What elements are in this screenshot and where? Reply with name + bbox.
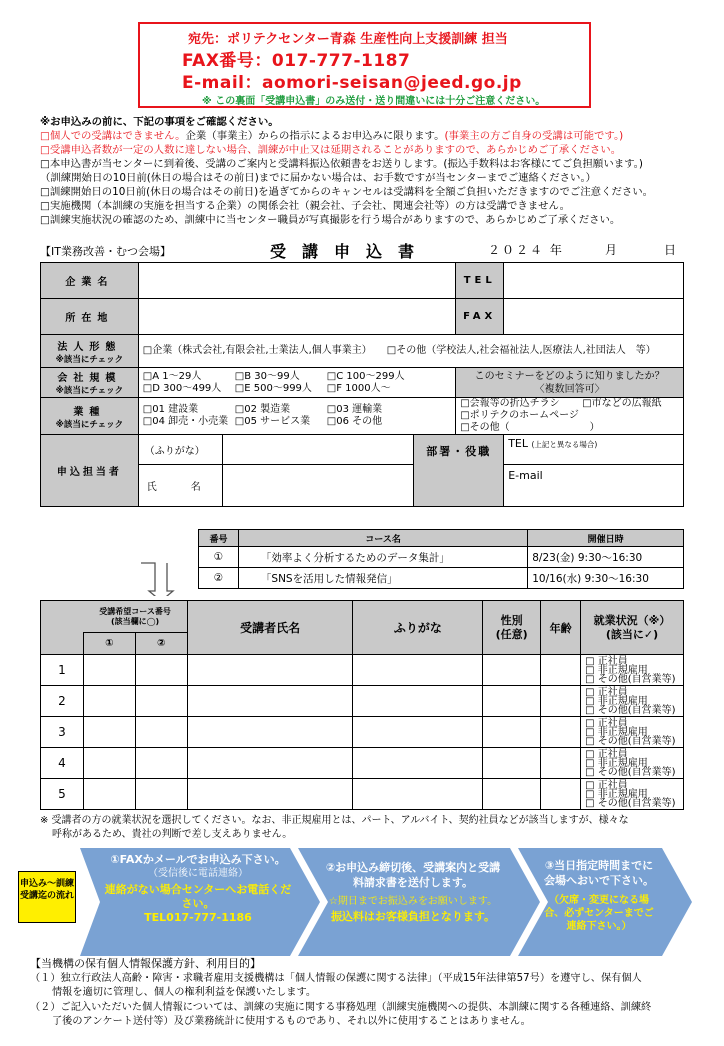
row-number: 5 <box>41 779 84 810</box>
participant-row <box>41 779 684 810</box>
privacy-2a: （２）ご記入いただいた個人情報については、訓練の実施に関する事務処理（訓練実施機関への提供、本訓練に関する各種連絡、訓練終 <box>30 1002 652 1013</box>
size-options[interactable] <box>138 368 455 398</box>
emp-option[interactable]: □ 非正規雇用 <box>585 757 648 769</box>
industry-option[interactable]: □03 運輸業 <box>326 404 383 415</box>
header-note: ※ この裏面「受講申込書」のみ送付・送り間違いには十分ご注意ください。 <box>202 96 546 107</box>
course-1-cell[interactable] <box>83 686 135 717</box>
employment-cell[interactable] <box>581 655 684 686</box>
size-option[interactable]: □C 100～299人 <box>326 370 405 382</box>
notice-title: ※お申込みの前に、下記の事項をご確認ください。 <box>40 116 279 128</box>
course-name: 「効率よく分析するためのデータ集計」 <box>238 547 527 568</box>
tel2-note: (上記と異なる場合) <box>531 440 598 449</box>
how-heard-header <box>456 368 684 398</box>
email-field[interactable] <box>504 465 684 507</box>
course-no-header <box>83 601 187 633</box>
emp-option[interactable]: □ 正社員 <box>585 717 628 729</box>
company-label: 企業名 <box>41 263 139 299</box>
size-option[interactable]: □A 1～29人 <box>142 370 202 382</box>
emp-option[interactable]: □ 非正規雇用 <box>585 664 648 676</box>
destination-text: 宛先：ポリテクセンター青森 生産性向上支援訓練 担当 <box>188 32 508 47</box>
heard-option[interactable]: □会報等の折込チラシ <box>460 398 560 409</box>
employment-header-sub: (該当に✓) <box>605 627 659 641</box>
email-address: E-mail：aomori-seisan@jeed.go.jp <box>182 73 522 93</box>
course-date: 8/23(金) 9:30～16:30 <box>528 547 684 568</box>
gender-header <box>483 601 541 655</box>
emp-option[interactable]: □ 正社員 <box>585 655 628 667</box>
size-option[interactable]: □F 1000人～ <box>326 382 391 394</box>
flow-step-3-alert: （欠席・変更になる場合、必ずセンターまでご連絡下さい。） <box>544 895 654 932</box>
gender-header-text: 性別 <box>500 613 523 627</box>
notice-1-c: (事業主の方ご自身の受講は可能です。) <box>444 130 624 142</box>
age-cell[interactable] <box>541 779 581 810</box>
emp-option[interactable]: □ 非正規雇用 <box>585 695 648 707</box>
flow-step-3 <box>540 858 658 933</box>
industry-option[interactable]: □02 製造業 <box>234 404 291 415</box>
industry-label <box>41 398 139 435</box>
application-form-table <box>40 262 684 507</box>
employment-cell[interactable] <box>581 717 684 748</box>
flow-step-2 <box>324 860 502 924</box>
tel2-label: TEL <box>508 437 528 450</box>
name-cell[interactable] <box>187 655 353 686</box>
employment-cell[interactable] <box>581 748 684 779</box>
notice-6: □実施機関（本訓練の実施を担当する企業）の関係会社（親会社、子会社、関連会社等）の方は受講できません。 <box>40 200 570 212</box>
notice-1-b: 企業（事業主）からの指示によるお申込みに限ります。 <box>185 130 445 142</box>
tel2-field[interactable] <box>504 435 684 465</box>
down-arrow-icon <box>134 560 180 596</box>
address-field[interactable] <box>138 299 455 335</box>
kana-cell[interactable] <box>353 748 483 779</box>
name-label: 氏 名 <box>138 465 222 507</box>
fax-header-box <box>138 22 591 108</box>
row-number: 2 <box>41 686 84 717</box>
age-cell[interactable] <box>541 686 581 717</box>
industry-option[interactable]: □06 その他 <box>326 416 383 427</box>
emp-option[interactable]: □ 正社員 <box>585 779 628 791</box>
industry-options[interactable] <box>138 398 455 435</box>
fax-label: FAX <box>456 299 504 335</box>
size-option[interactable]: □B 30～99人 <box>234 370 300 382</box>
notice-5: □訓練開始日の10日前(休日の場合はその前日)を過ぎてからのキャンセルは受講料を全額ご負担いただきますのでご注意ください。 <box>40 186 654 198</box>
name-cell[interactable] <box>187 686 353 717</box>
notice-2: □受講申込者数が一定の人数に達しない場合、訓練が中止又は延期されることがありますので、あらかじめご了承ください。 <box>40 144 622 156</box>
course-2-cell[interactable] <box>135 779 187 810</box>
heard-options[interactable] <box>456 398 684 435</box>
flow-step-2-title: ②お申込み締切後、受講案内と受講料請求書を送付します。 <box>325 861 501 889</box>
check-note: ※該当にチェック <box>55 354 124 365</box>
emp-option[interactable]: □ その他(自営業等) <box>585 735 676 747</box>
row-number: 4 <box>41 748 84 779</box>
emp-option[interactable]: □ 正社員 <box>585 686 628 698</box>
flow-step-1 <box>104 853 292 925</box>
corp-type-label-text: 法人形態 <box>57 341 122 353</box>
gender-cell[interactable] <box>483 717 541 748</box>
fax-field[interactable] <box>504 299 684 335</box>
course-col-name: コース名 <box>238 530 527 547</box>
emp-option[interactable]: □ 非正規雇用 <box>585 788 648 800</box>
flow-label: 申込み～訓練受講迄の流れ <box>18 871 76 923</box>
age-cell[interactable] <box>541 748 581 779</box>
privacy-2b: 了後のアンケート送付等）及び業務統計に使用するものであり、それ以外に使用することはありません。 <box>52 1016 531 1027</box>
course-no-header-text: 受講希望コース番号 <box>99 606 171 616</box>
course-2-cell[interactable] <box>135 655 187 686</box>
dept-label: 部署・役職 <box>414 435 504 507</box>
participant-kana-header: ふりがな <box>353 601 483 655</box>
flow-step-1-tel: TEL017-777-1186 <box>144 911 252 924</box>
notice-7: □訓練実施状況の確認のため、訓練中に当センター職員が写真撮影を行う場合がありますので、あらかじめご了承ください。 <box>40 214 621 226</box>
course-1-cell[interactable] <box>83 717 135 748</box>
course-no: ② <box>199 568 239 589</box>
flow-step-3-title: ③当日指定時間までに会場へおいで下さい。 <box>544 859 654 887</box>
gender-header-sub: (任意) <box>495 627 528 641</box>
course-2-cell[interactable] <box>135 748 187 779</box>
industry-option[interactable]: □01 建設業 <box>142 404 199 415</box>
notice-4: （訓練開始日の10日前(休日の場合はその前日)までに届かない場合は、お手数ですが当センターまでご連絡ください。） <box>40 172 597 184</box>
kana-cell[interactable] <box>353 717 483 748</box>
email-label: E-mail <box>508 469 543 482</box>
employment-header <box>581 601 684 655</box>
course-1-cell[interactable] <box>83 748 135 779</box>
employment-cell[interactable] <box>581 779 684 810</box>
industry-option[interactable]: □05 サービス業 <box>234 416 311 427</box>
check-note: ※該当にチェック <box>55 419 124 430</box>
address-label: 所在地 <box>41 299 139 335</box>
row-number: 3 <box>41 717 84 748</box>
course-row <box>199 547 684 568</box>
applicant-label: 申込担当者 <box>41 435 139 507</box>
participant-row <box>41 717 684 748</box>
gender-cell[interactable] <box>483 779 541 810</box>
course-1-cell[interactable] <box>83 779 135 810</box>
notice-3: □本申込書が当センターに到着後、受講のご案内と受講料振込依頼書をお送りします。(振込手数料はお客様にてご負担願います。) <box>40 158 643 170</box>
course-2-cell[interactable] <box>135 717 187 748</box>
flow-step-1-sub: （受信後に電話連絡） <box>148 868 248 879</box>
participant-name-header: 受講者氏名 <box>187 601 353 655</box>
age-header: 年齢 <box>541 601 581 655</box>
course-table <box>198 529 684 589</box>
emp-option[interactable]: □ その他(自営業等) <box>585 673 676 685</box>
course-col-date: 開催日時 <box>528 530 684 547</box>
emp-option[interactable]: □ 非正規雇用 <box>585 726 648 738</box>
heard-option[interactable]: □その他（ ） <box>460 422 600 433</box>
date-year: ２０２４ 年 <box>488 243 564 257</box>
gender-cell[interactable] <box>483 686 541 717</box>
course-row <box>199 568 684 589</box>
participant-table <box>40 600 684 810</box>
industry-option[interactable]: □04 卸売・小売業 <box>142 416 229 427</box>
employment-footnote-1: ※ 受講者の方の就業状況を選択してください。なお、非正規雇用とは、パート、アルバイト、契約社員などが該当しますが、様々な <box>40 815 629 826</box>
emp-option[interactable]: □ 正社員 <box>585 748 628 760</box>
flow-step-1-title: ①FAXかメールでお申込み下さい。 <box>110 853 286 866</box>
age-cell[interactable] <box>541 717 581 748</box>
date-month: 月 <box>605 243 618 257</box>
kana-cell[interactable] <box>353 655 483 686</box>
furigana-label: （ふりがな） <box>138 435 222 465</box>
flow-step-1-alert: 連絡がない場合センターへお電話ください。 <box>104 883 292 910</box>
row-number: 1 <box>41 655 84 686</box>
corp-type-label <box>41 335 139 368</box>
age-cell[interactable] <box>541 655 581 686</box>
notice-1 <box>40 129 623 143</box>
multi-answer-note: 〈複数回答可〉 <box>534 383 605 395</box>
heard-option[interactable]: □市などの広報紙 <box>582 398 662 409</box>
course-2-cell[interactable] <box>135 686 187 717</box>
name-cell[interactable] <box>187 779 353 810</box>
emp-option[interactable]: □ その他(自営業等) <box>585 766 676 778</box>
employment-footnote-2: 呼称があるため、貴社の判断で差し支えありません。 <box>52 829 293 840</box>
course-1-cell[interactable] <box>83 655 135 686</box>
emp-option[interactable]: □ その他(自営業等) <box>585 797 676 809</box>
course-no-header-spacer <box>41 601 84 655</box>
course-col-no: 番号 <box>199 530 239 547</box>
heard-option[interactable]: □ポリテクのホームページ <box>460 410 579 421</box>
gender-cell[interactable] <box>483 748 541 779</box>
how-heard-question: このセミナーをどのように知りましたか？ <box>474 370 665 382</box>
company-field[interactable] <box>138 263 455 299</box>
name-field[interactable] <box>222 465 414 507</box>
emp-option[interactable]: □ その他(自営業等) <box>585 704 676 716</box>
flow-step-2-alert: 振込料はお客様負担となります。 <box>330 910 496 923</box>
size-option[interactable]: □E 500～999人 <box>234 382 312 394</box>
participant-row <box>41 686 684 717</box>
name-cell[interactable] <box>187 748 353 779</box>
tel-field[interactable] <box>504 263 684 299</box>
check-note: ※該当にチェック <box>55 386 124 396</box>
course-no: ① <box>199 547 239 568</box>
privacy-1a: （１）独立行政法人高齢・障害・求職者雇用支援機構は「個人情報の保護に関する法律」（平成15年法律第57号）を遵守し、保有個人 <box>30 973 642 984</box>
privacy-title: 【当機構の保有個人情報保護方針、利用目的】 <box>30 957 261 970</box>
privacy-1b: 情報を適切に管理し、個人の権利利益を保護いたします。 <box>52 987 317 998</box>
notice-1-a: □個人での受講はできません。 <box>40 130 186 142</box>
tel-label: TEL <box>456 263 504 299</box>
participant-row <box>41 655 684 686</box>
size-label-text: 会社規模 <box>57 373 122 384</box>
size-option[interactable]: □D 300～499人 <box>142 382 222 394</box>
furigana-field[interactable] <box>222 435 414 465</box>
fax-number: FAX番号：017-777-1187 <box>182 51 411 71</box>
employment-cell[interactable] <box>581 686 684 717</box>
gender-cell[interactable] <box>483 655 541 686</box>
corp-type-options[interactable]: □企業（株式会社,有限会社,士業法人,個人事業主） □その他（学校法人,社会福祉法人,医療法人,社団法人 等） <box>138 335 683 368</box>
course-name: 「SNSを活用した情報発信」 <box>238 568 527 589</box>
kana-cell[interactable] <box>353 686 483 717</box>
industry-label-text: 業種 <box>73 406 106 418</box>
course-no-header-sub: (該当欄に◯) <box>110 616 160 626</box>
course-date: 10/16(水) 9:30～16:30 <box>528 568 684 589</box>
course-2-header: ② <box>135 633 187 655</box>
employment-header-text: 就業状況（※） <box>593 613 671 627</box>
flow-step-2-note: ☆期日までお振込みをお願いします。 <box>328 896 498 907</box>
course-1-header: ① <box>83 633 135 655</box>
form-title: 受 講 申 込 書 <box>270 242 415 261</box>
venue-label: 【IT業務改善・むつ会場】 <box>40 245 171 258</box>
size-label <box>41 368 139 398</box>
participant-row <box>41 748 684 779</box>
name-cell[interactable] <box>187 717 353 748</box>
kana-cell[interactable] <box>353 779 483 810</box>
date-day: 日 <box>664 243 677 257</box>
